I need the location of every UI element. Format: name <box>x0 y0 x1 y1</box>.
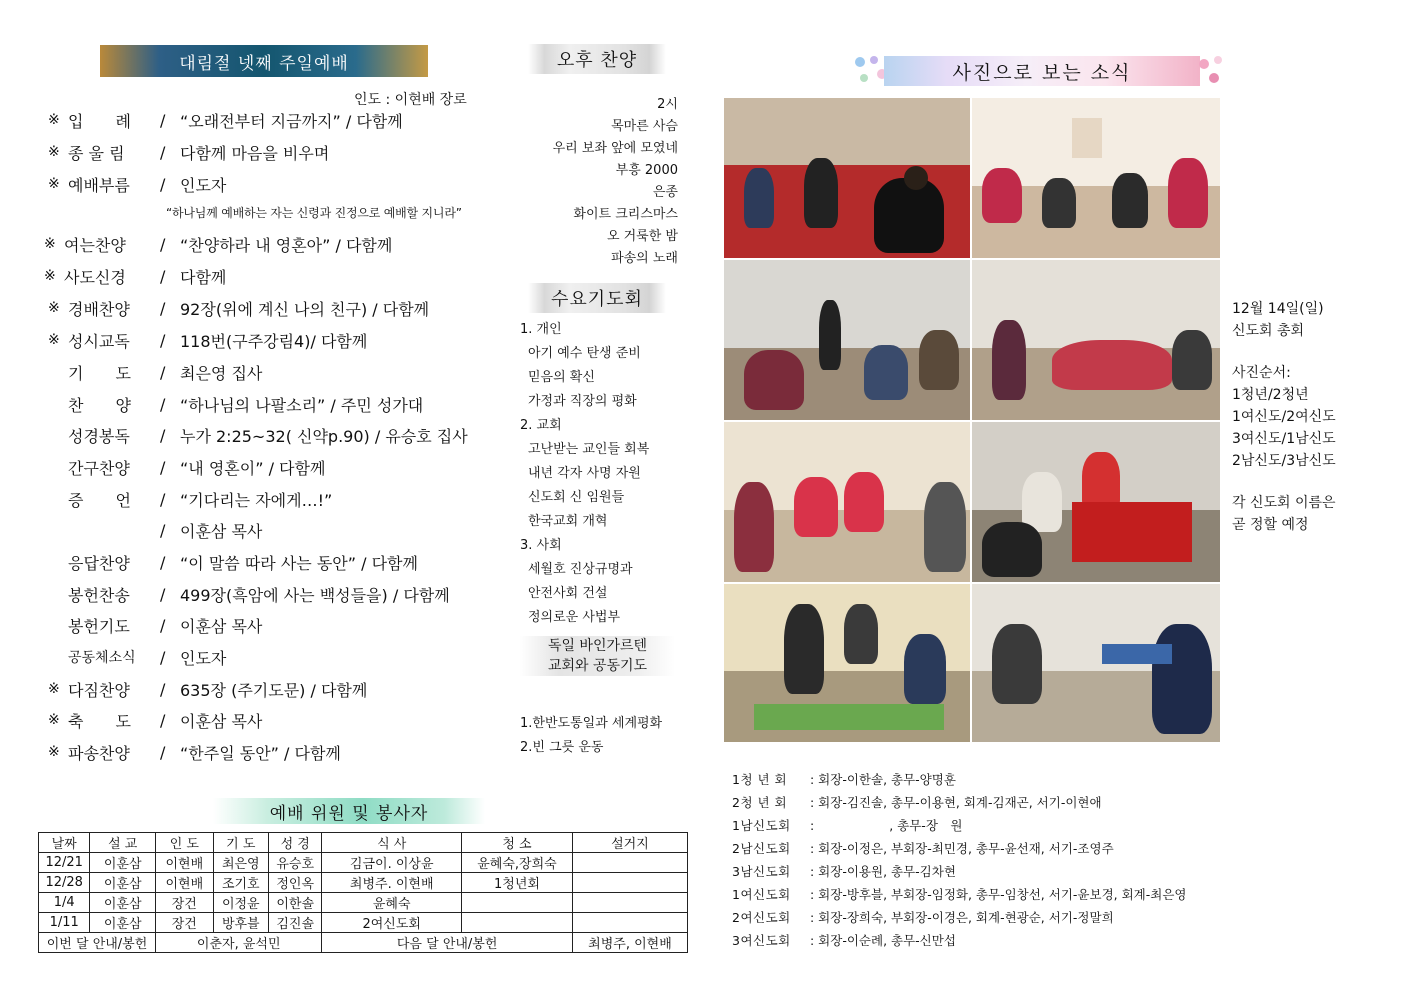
worship-item: / 이훈삼 목사 <box>160 520 263 541</box>
next-month-label: 다음 달 안내/봉헌 <box>322 933 573 953</box>
header-cell: 기 도 <box>213 833 268 853</box>
event-date: 12월 14일(일) <box>1232 301 1324 317</box>
decorative-dots-right <box>1196 52 1236 92</box>
prayer-topic-list <box>520 318 720 630</box>
header-cell: 설거지 <box>572 833 687 853</box>
list-item: 한국교회 개혁 <box>528 514 608 529</box>
list-item: 목마른 사슴 <box>611 119 678 134</box>
list-item: 가정과 직장의 평화 <box>528 394 637 409</box>
staff-title-banner <box>213 798 485 824</box>
photo-news-title: 사진으로 보는 소식 <box>952 61 1132 84</box>
event-name: 신도회 총회 <box>1232 323 1305 339</box>
naming-note: 각 신도회 이름은 <box>1232 495 1336 511</box>
worship-item: ※ 종 울 림 / 다함께 마음을 비우며 <box>48 142 330 163</box>
worship-item: 증 언 / “기다리는 자에게…!” <box>68 489 333 510</box>
photo-order-label: 사진순서: <box>1232 365 1291 381</box>
list-item: 화이트 크리스마스 <box>573 207 678 222</box>
weingarten-prayer-list <box>520 712 662 760</box>
worship-item: ※ 여는찬양 / “찬양하라 내 영혼아” / 다함께 <box>44 234 393 255</box>
afternoon-praise-title: 오후 찬양 <box>556 50 638 71</box>
list-item: 부흥 2000 <box>615 163 678 178</box>
worship-item: 봉헌기도 / 이훈삼 목사 <box>68 615 263 636</box>
worship-title: 대림절 넷째 주일예배 <box>179 53 349 74</box>
list-item: 1.한반도통일과 세계평화 <box>520 716 663 731</box>
header-cell: 설 교 <box>90 833 156 853</box>
wednesday-prayer-title: 수요기도회 <box>551 289 643 310</box>
photo-young-adults-1 <box>724 98 970 258</box>
prayer-section-heading: 3. 사회 <box>520 538 562 553</box>
prayer-section-heading: 2. 교회 <box>520 418 562 433</box>
naming-note: 곧 정할 예정 <box>1232 517 1309 533</box>
list-item: 안전사회 건설 <box>528 586 608 601</box>
list-item: 2시 <box>657 97 678 112</box>
worship-item: ※ 축 도 / 이훈삼 목사 <box>48 710 263 731</box>
worship-item: ※ 경배찬양 / 92장(위에 계신 나의 친구) / 다함께 <box>48 298 430 319</box>
group-officers-list <box>732 768 1186 952</box>
table-row: 1/4 이훈삼 장건 이정윤 이한솔 윤혜숙 <box>39 893 688 913</box>
list-item: 2여신도회 : 회장-장희숙, 부회장-이경은, 회계-현광순, 서기-정말희 <box>732 910 1114 925</box>
worship-item: ※ 예배부름 / 인도자 <box>48 174 227 195</box>
list-item: 3여신도회 : 회장-이순례, 총무-신만섭 <box>732 933 956 948</box>
list-item: 세월호 진상규명과 <box>528 562 633 577</box>
worship-item: ※ 다짐찬양 / 635장 (주기도문) / 다함께 <box>48 679 368 700</box>
list-item: 2.빈 그릇 운동 <box>520 740 604 755</box>
afternoon-hymn-list <box>500 94 678 270</box>
photo-collage <box>724 98 1220 742</box>
worship-item: ※ 성시교독 / 118번(구주강림4)/ 다함께 <box>48 330 368 351</box>
this-month-label: 이번 달 안내/봉헌 <box>39 933 156 953</box>
list-item: 2남신도회 : 회장-이정은, 부회장-최민경, 총무-윤선재, 서기-조영주 <box>732 841 1114 856</box>
photo-news-banner <box>884 56 1200 86</box>
table-row: 12/21 이훈삼 이현배 최은영 유승호 김금이. 이상윤 윤혜숙,장희숙 <box>39 853 688 873</box>
photo-order-item: 1청년/2청년 <box>1232 387 1309 403</box>
worship-title-banner <box>100 45 428 77</box>
wednesday-prayer-banner <box>528 283 666 313</box>
header-cell: 인 도 <box>156 833 214 853</box>
list-item: 내년 각자 사명 자원 <box>528 466 641 481</box>
list-item: 1청 년 회 : 회장-이한솔, 총무-양명훈 <box>732 772 956 787</box>
worship-item: 공동체소식 / 인도자 <box>68 647 227 668</box>
list-item: 오 거룩한 밤 <box>606 229 678 244</box>
list-item: 아기 예수 탄생 준비 <box>528 346 641 361</box>
this-month-names: 이춘자, 윤석민 <box>156 933 322 953</box>
next-month-names: 최병주, 이현배 <box>572 933 687 953</box>
header-cell: 식 사 <box>322 833 462 853</box>
photo-mens-group-1 <box>972 422 1220 582</box>
list-item: 신도회 신 임원들 <box>528 490 625 505</box>
staff-footer-row <box>39 933 688 953</box>
worship-item: 성경봉독 / 누가 2:25~32( 신약p.90) / 유승호 집사 <box>68 425 468 446</box>
staff-header-row <box>39 833 688 853</box>
photo-mens-group-2 <box>724 584 970 742</box>
worship-item: ※ 파송찬양 / “한주일 동안” / 다함께 <box>48 742 341 763</box>
header-cell: 청 소 <box>462 833 573 853</box>
photo-mens-group-3 <box>972 584 1220 742</box>
list-item: 1남신도회 : , 총무-장 원 <box>732 818 963 833</box>
photo-order-item: 3여신도/1남신도 <box>1232 431 1336 447</box>
list-item: 정의로운 사법부 <box>528 610 621 625</box>
list-item: 2청 년 회 : 회장-김진솔, 총무-이용현, 회계-김재곤, 서기-이현애 <box>732 795 1102 810</box>
list-item: 고난받는 교인들 회복 <box>528 442 650 457</box>
list-item: 3남신도회 : 회장-이용원, 총무-김차현 <box>732 864 956 879</box>
list-item: 1여신도회 : 회장-방후블, 부회장-임정화, 총무-임창선, 서기-윤보경, 회계-최은영 <box>732 887 1187 902</box>
photo-young-adults-2 <box>972 98 1220 258</box>
call-to-worship-verse: “하나님께 예배하는 자는 신령과 진정으로 예배할 지니라” <box>166 206 462 220</box>
photo-womens-group-3 <box>724 422 970 582</box>
staff-table <box>38 832 688 953</box>
weingarten-prayer-title: 독일 바인가르텐 교회와 공동기도 <box>520 636 675 676</box>
table-row: 1/11 이훈삼 장건 방후블 김진솔 2여신도회 <box>39 913 688 933</box>
worship-item: 간구찬양 / “내 영혼이” / 다함께 <box>68 457 326 478</box>
photo-womens-group-2 <box>972 260 1220 420</box>
list-item: 은종 <box>652 185 678 200</box>
staff-title: 예배 위원 및 봉사자 <box>269 803 429 824</box>
worship-item: ※ 사도신경 / 다함께 <box>44 266 227 287</box>
list-item: 우리 보좌 앞에 모였네 <box>552 141 678 156</box>
worship-item: 응답찬양 / “이 말씀 따라 사는 동안” / 다함께 <box>68 552 418 573</box>
worship-item: 봉헌찬송 / 499장(흑암에 사는 백성들을) / 다함께 <box>68 584 450 605</box>
worship-leader: 인도 : 이현배 장로 <box>354 92 467 108</box>
photo-caption <box>1232 298 1336 536</box>
worship-item: ※ 입 례 / “오래전부터 지금까지” / 다함께 <box>48 110 403 131</box>
prayer-section-heading: 1. 개인 <box>520 322 562 337</box>
header-cell: 성 경 <box>269 833 322 853</box>
list-item: 파송의 노래 <box>611 251 678 266</box>
worship-item: 찬 양 / “하나님의 나팔소리” / 주민 성가대 <box>68 394 424 415</box>
afternoon-praise-banner <box>528 44 666 74</box>
table-row: 12/28 이훈삼 이현배 조기호 정인옥 최병주. 이현배 1청년회 <box>39 873 688 893</box>
header-cell: 날짜 <box>39 833 90 853</box>
photo-womens-group-1 <box>724 260 970 420</box>
list-item: 믿음의 확신 <box>528 370 595 385</box>
photo-order-item: 1여신도/2여신도 <box>1232 409 1336 425</box>
worship-item: 기 도 / 최은영 집사 <box>68 362 263 383</box>
photo-order-item: 2남신도/3남신도 <box>1232 453 1336 469</box>
